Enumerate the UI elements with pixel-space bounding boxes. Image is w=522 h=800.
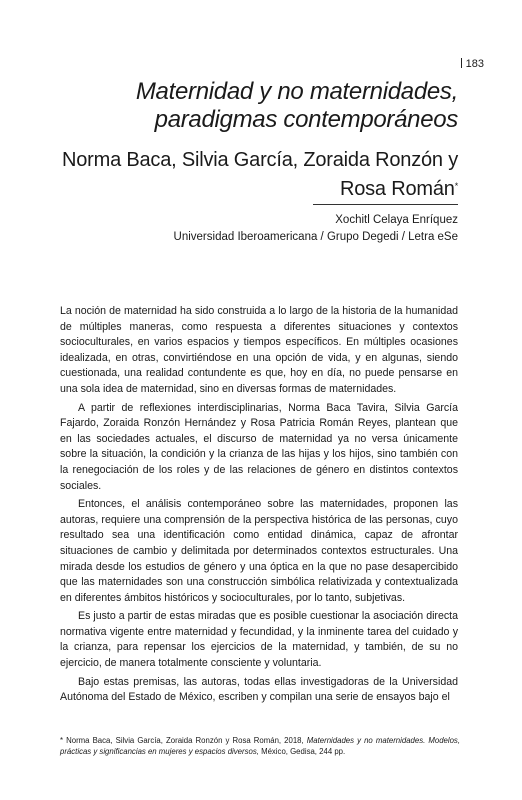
reviewer-name: Xochitl Celaya Enríquez [335,214,458,226]
footnote [60,735,460,757]
paragraph-3: Entonces, el análisis contemporáneo sobre las maternidades, proponen las autoras, requiere una comprensión de la perspectiva histórica de las personas, cuyo resultado sea una identificación como entidad dinámica, capaz de afrontar situaciones de cambio y delimitada por determinados contextos estructurales. Una mirada desde los estudios de género y una óptica en la que no pase desapercibido que las maternidades son una construcción simbólica relativizada y contextualizada en diferentes ámbitos históricos y socioculturales, por lo tanto, subjetivas. [60,498,458,604]
title-line-2: paradigmas contemporáneos [154,106,458,133]
page-number-divider [461,58,462,68]
review-body [60,304,458,709]
footnote-mark: * [454,181,458,191]
paragraph-1: La noción de maternidad ha sido construida a lo largo de la historia de la humanidad de múltiples maneras, como respuesta a diferentes situaciones y contextos socioculturales, en varios espacios y tiempos específicos. En múltiples ocasiones idealizada, en otras, convirtiéndose en una opción de vida, y en algunas, siendo cuestionada, una realidad contundente es que, hoy en día, no puede pensarse en una sola idea de maternidad, sino en diversas formas de maternidades. [60,305,458,395]
review-title [136,78,458,134]
paragraph-2: A partir de reflexiones interdisciplinarias, Norma Baca Tavira, Silvia García Fajardo, Zoraida Ronzón Hernández y Rosa Patricia Román Reyes, plantean que en las sociedades actuales, el discurso de maternidad ya no versa únicamente sobre la situación, la condición y la crianza de las hijas y los hijos, sino también con la renegociación de los roles y de las relaciones de género en distintos contextos sociales. [60,401,458,492]
authors-line-1: Norma Baca, Silvia García, Zoraida Ronzón y [61,149,458,171]
reviewer-affiliation: Universidad Iberoamericana / Grupo Degedi / Letra eSe [173,231,458,243]
paragraph-5: Bajo estas premisas, las autoras, todas ellas investigadoras de la Universidad Autónoma del Estado de México, escriben y compilan una serie de ensayos bajo el [60,675,458,704]
footnote-suffix: México, Gedisa, 244 pp. [261,747,346,756]
title-rule [313,204,458,205]
footnote-prefix: * Norma Baca, Silvia García, Zoraida Ronzón y Rosa Román, 2018, [60,736,304,745]
book-authors [62,146,458,204]
paragraph-4: Es justo a partir de estas miradas que es posible cuestionar la asociación directa normativa vigente entre maternidad y fecundidad, y la inminente tarea del cuidado y la crianza, para repensar los ejercicios de la maternidad, y también, de su no ejercicio, de manera totalmente consciente y voluntaria. [60,610,458,670]
page-number: 183 [461,58,484,70]
footnote-book-title: Maternidades y no maternidades. Modelos, prácticas y significancias en mujeres y espacios diversos, [60,736,460,756]
reviewer-block [174,212,458,246]
title-line-1: Maternidad y no maternidades, [135,78,458,105]
authors-line-2: Rosa Román* [339,178,458,200]
